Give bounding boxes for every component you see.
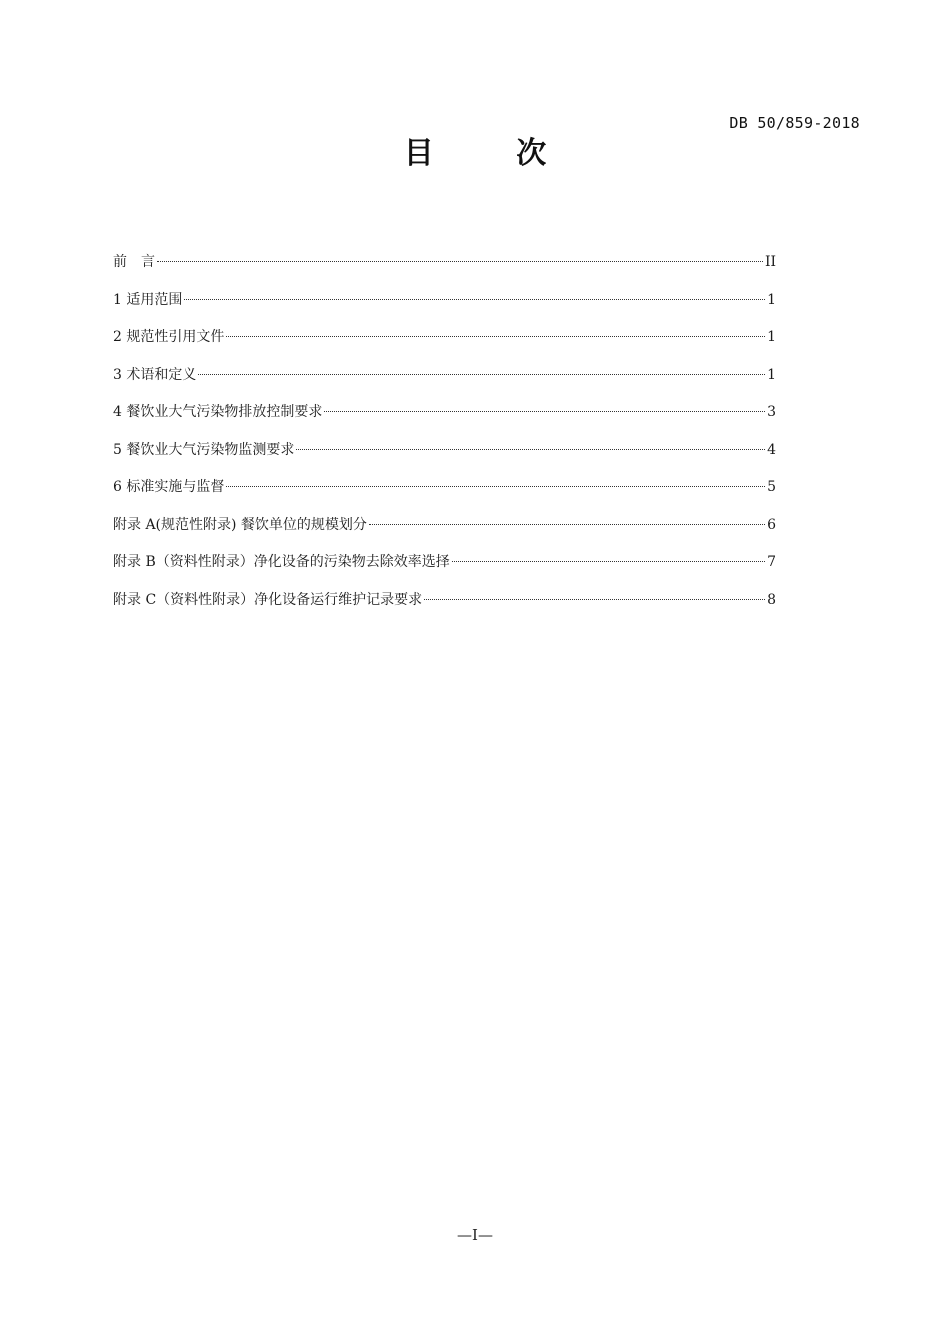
- toc-leader-dots: [424, 599, 765, 600]
- toc-page-number: 4: [767, 441, 776, 458]
- toc-page-number: 7: [767, 554, 776, 570]
- toc-leader-dots: [198, 374, 765, 375]
- toc-entry-label: 3 术语和定义: [113, 366, 197, 383]
- toc-entry-label: 5 餐饮业大气污染物监测要求: [113, 441, 295, 458]
- toc-page-number: 1: [767, 366, 776, 383]
- toc-entry-terms-definitions[interactable]: [113, 361, 776, 399]
- toc-entry-emission-control[interactable]: [113, 398, 776, 436]
- toc-leader-dots: [452, 561, 765, 562]
- toc-page-number: 3: [767, 404, 776, 420]
- page-title: 目 次: [403, 136, 583, 171]
- toc-entry-appendix-c[interactable]: [113, 586, 776, 624]
- toc-leader-dots: [157, 261, 763, 262]
- toc-leader-dots: [369, 524, 765, 525]
- table-of-contents: [113, 248, 776, 623]
- toc-page-number: II: [764, 254, 776, 270]
- toc-entry-scope[interactable]: [113, 286, 776, 324]
- toc-entry-implementation[interactable]: [113, 473, 776, 511]
- toc-page-number: 1: [767, 329, 776, 345]
- toc-page-number: 6: [767, 516, 776, 533]
- toc-entry-label: 附录 A(规范性附录) 餐饮单位的规模划分: [113, 516, 367, 533]
- toc-entry-appendix-b[interactable]: [113, 548, 776, 586]
- toc-entry-label: 4 餐饮业大气污染物排放控制要求: [113, 404, 323, 420]
- toc-leader-dots: [184, 299, 765, 300]
- toc-entry-label: 2 规范性引用文件: [113, 329, 225, 345]
- page-number: —I—: [457, 1226, 493, 1244]
- toc-page-number: 5: [767, 479, 776, 495]
- toc-entry-foreword[interactable]: [113, 248, 776, 286]
- toc-entry-label: 前 言: [113, 254, 155, 270]
- toc-entry-label: 6 标准实施与监督: [113, 479, 225, 495]
- toc-entry-label: 1 适用范围: [113, 291, 183, 308]
- toc-entry-appendix-a[interactable]: [113, 511, 776, 549]
- toc-leader-dots: [324, 411, 765, 412]
- toc-leader-dots: [226, 336, 765, 337]
- toc-entry-label: 附录 C（资料性附录）净化设备运行维护记录要求: [113, 591, 423, 608]
- toc-entry-normative-references[interactable]: [113, 323, 776, 361]
- toc-page-number: 1: [767, 291, 776, 308]
- toc-leader-dots: [226, 486, 765, 487]
- toc-entry-label: 附录 B（资料性附录）净化设备的污染物去除效率选择: [113, 554, 450, 570]
- toc-leader-dots: [296, 449, 765, 450]
- toc-page-number: 8: [767, 591, 776, 608]
- toc-entry-monitoring[interactable]: [113, 436, 776, 474]
- document-code: DB 50/859-2018: [729, 114, 860, 132]
